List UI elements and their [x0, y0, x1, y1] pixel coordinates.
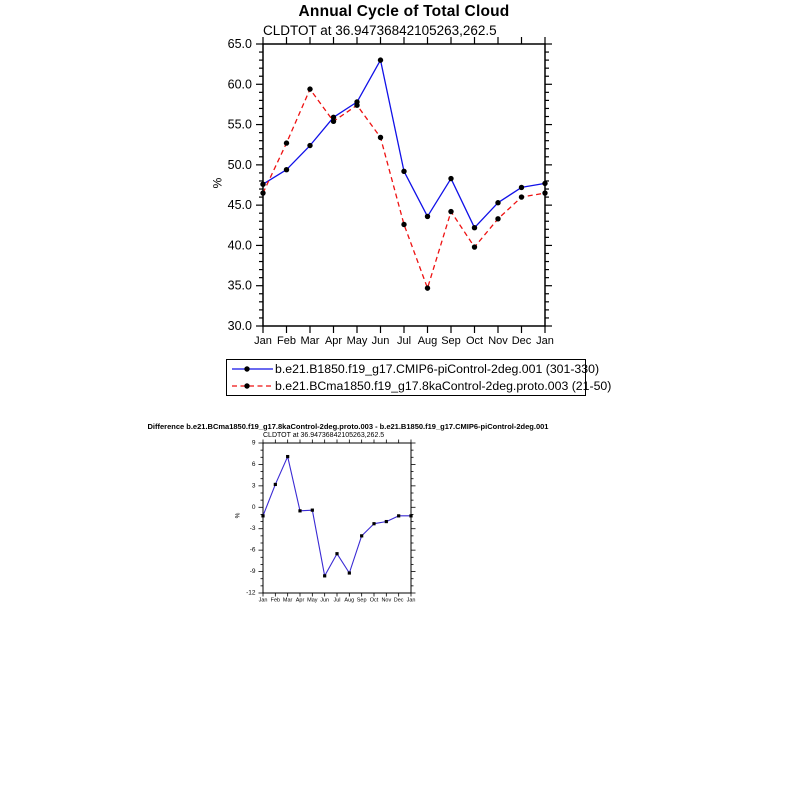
y-tick-label: 3: [251, 482, 256, 490]
data-point-marker: [284, 167, 289, 172]
data-point-marker: [261, 514, 264, 517]
data-point-marker: [401, 169, 406, 174]
x-tick-label: Nov: [381, 597, 392, 604]
y-tick-label: -3: [249, 525, 256, 533]
legend-solid-line-sample: [230, 363, 274, 375]
data-point-marker: [360, 534, 363, 537]
x-tick-label: Jun: [320, 597, 330, 604]
series-line: [263, 89, 545, 288]
y-tick-label: 9: [251, 439, 256, 447]
x-tick-label: Apr: [295, 597, 305, 604]
y-tick-label: -12: [246, 589, 256, 597]
plot-frame: [263, 443, 411, 593]
data-point-marker: [372, 522, 375, 525]
x-tick-label: May: [346, 335, 368, 348]
data-point-marker: [378, 57, 383, 62]
y-tick-label: 6: [251, 460, 256, 468]
x-tick-label: Oct: [465, 335, 484, 348]
x-tick-label: Dec: [393, 597, 404, 604]
y-tick-label: 55.0: [227, 117, 252, 132]
data-point-marker: [378, 135, 383, 140]
y-tick-label: 50.0: [227, 157, 252, 172]
data-point-marker: [307, 143, 312, 148]
x-tick-label: Apr: [324, 335, 343, 348]
main-y-axis-label: %: [210, 177, 225, 189]
x-tick-label: Sep: [356, 597, 367, 604]
legend-item-8kacontrol: [230, 378, 612, 395]
diff-y-axis-label: %: [234, 512, 242, 519]
data-point-marker: [495, 200, 500, 205]
x-tick-label: Dec: [511, 335, 532, 348]
data-point-marker: [425, 285, 430, 290]
data-point-marker: [260, 190, 265, 195]
diff-chart-title: Difference b.e21.BCma1850.f19_g17.8kaControl-2deg.proto.003 - b.e21.B1850.f19_g17.CMIP6-piControl-2deg.001: [147, 422, 549, 431]
data-point-marker: [397, 514, 400, 517]
y-tick-label: -6: [249, 546, 256, 554]
data-point-marker: [448, 176, 453, 181]
data-point-marker: [385, 520, 388, 523]
data-point-marker: [354, 103, 359, 108]
legend: [226, 359, 612, 396]
data-point-marker: [519, 185, 524, 190]
y-tick-label: 65.0: [227, 37, 252, 51]
x-tick-label: May: [307, 597, 318, 604]
data-point-marker: [401, 222, 406, 227]
x-tick-label: Oct: [369, 597, 379, 604]
y-tick-label: 60.0: [227, 77, 252, 92]
data-point-marker: [260, 181, 265, 186]
data-point-marker: [286, 455, 289, 458]
data-point-marker: [472, 225, 477, 230]
data-point-marker: [323, 574, 326, 577]
data-point-marker: [542, 190, 547, 195]
y-tick-label: 45.0: [227, 198, 252, 213]
data-point-marker: [472, 244, 477, 249]
y-tick-label: 40.0: [227, 238, 252, 253]
x-tick-label: Aug: [417, 335, 438, 348]
data-point-marker: [542, 181, 547, 186]
x-tick-label: Jan: [254, 335, 272, 348]
x-tick-label: Jul: [333, 597, 341, 604]
legend-marker-dot: [244, 383, 249, 388]
main-chart-subtitle: CLDTOT at 36.94736842105263,262.5: [263, 23, 497, 38]
data-point-marker: [311, 509, 314, 512]
y-tick-label: 30.0: [227, 319, 252, 333]
x-tick-label: Sep: [441, 335, 461, 348]
legend-item-picontrol: [230, 361, 600, 378]
data-point-marker: [348, 571, 351, 574]
data-point-marker: [495, 216, 500, 221]
series-line: [263, 60, 545, 228]
y-tick-label: 0: [251, 503, 256, 511]
legend-label-picontrol: b.e21.B1850.f19_g17.CMIP6-piControl-2deg.001 (301-330): [275, 362, 600, 377]
y-tick-label: 35.0: [227, 278, 252, 293]
data-point-marker: [331, 119, 336, 124]
x-tick-label: Feb: [277, 335, 296, 348]
data-point-marker: [298, 509, 301, 512]
data-point-marker: [448, 209, 453, 214]
data-point-marker: [519, 194, 524, 199]
x-tick-label: Jun: [371, 335, 390, 348]
data-point-marker: [409, 514, 412, 517]
legend-dashed-line-sample: [230, 380, 274, 392]
main-chart-title: Annual Cycle of Total Cloud: [298, 3, 510, 20]
data-point-marker: [425, 214, 430, 219]
series-line: [263, 457, 411, 576]
plot-frame: [263, 44, 545, 326]
data-point-marker: [284, 140, 289, 145]
legend-label-8kacontrol: b.e21.BCma1850.f19_g17.8kaControl-2deg.proto.003 (21-50): [275, 378, 612, 393]
data-point-marker: [274, 483, 277, 486]
x-tick-label: Mar: [300, 335, 320, 348]
x-tick-label: Feb: [270, 597, 281, 604]
x-tick-label: Jan: [258, 597, 268, 604]
x-tick-label: Jan: [536, 335, 554, 348]
x-tick-label: Nov: [488, 335, 508, 348]
x-tick-label: Jan: [406, 597, 416, 604]
data-point-marker: [335, 552, 338, 555]
diff-chart-subtitle: CLDTOT at 36.94736842105263,262.5: [263, 432, 385, 439]
x-tick-label: Aug: [344, 597, 355, 604]
y-tick-label: -9: [249, 568, 256, 576]
legend-marker-dot: [244, 367, 249, 372]
data-point-marker: [307, 86, 312, 91]
x-tick-label: Mar: [282, 597, 293, 604]
x-tick-label: Jul: [396, 335, 412, 348]
